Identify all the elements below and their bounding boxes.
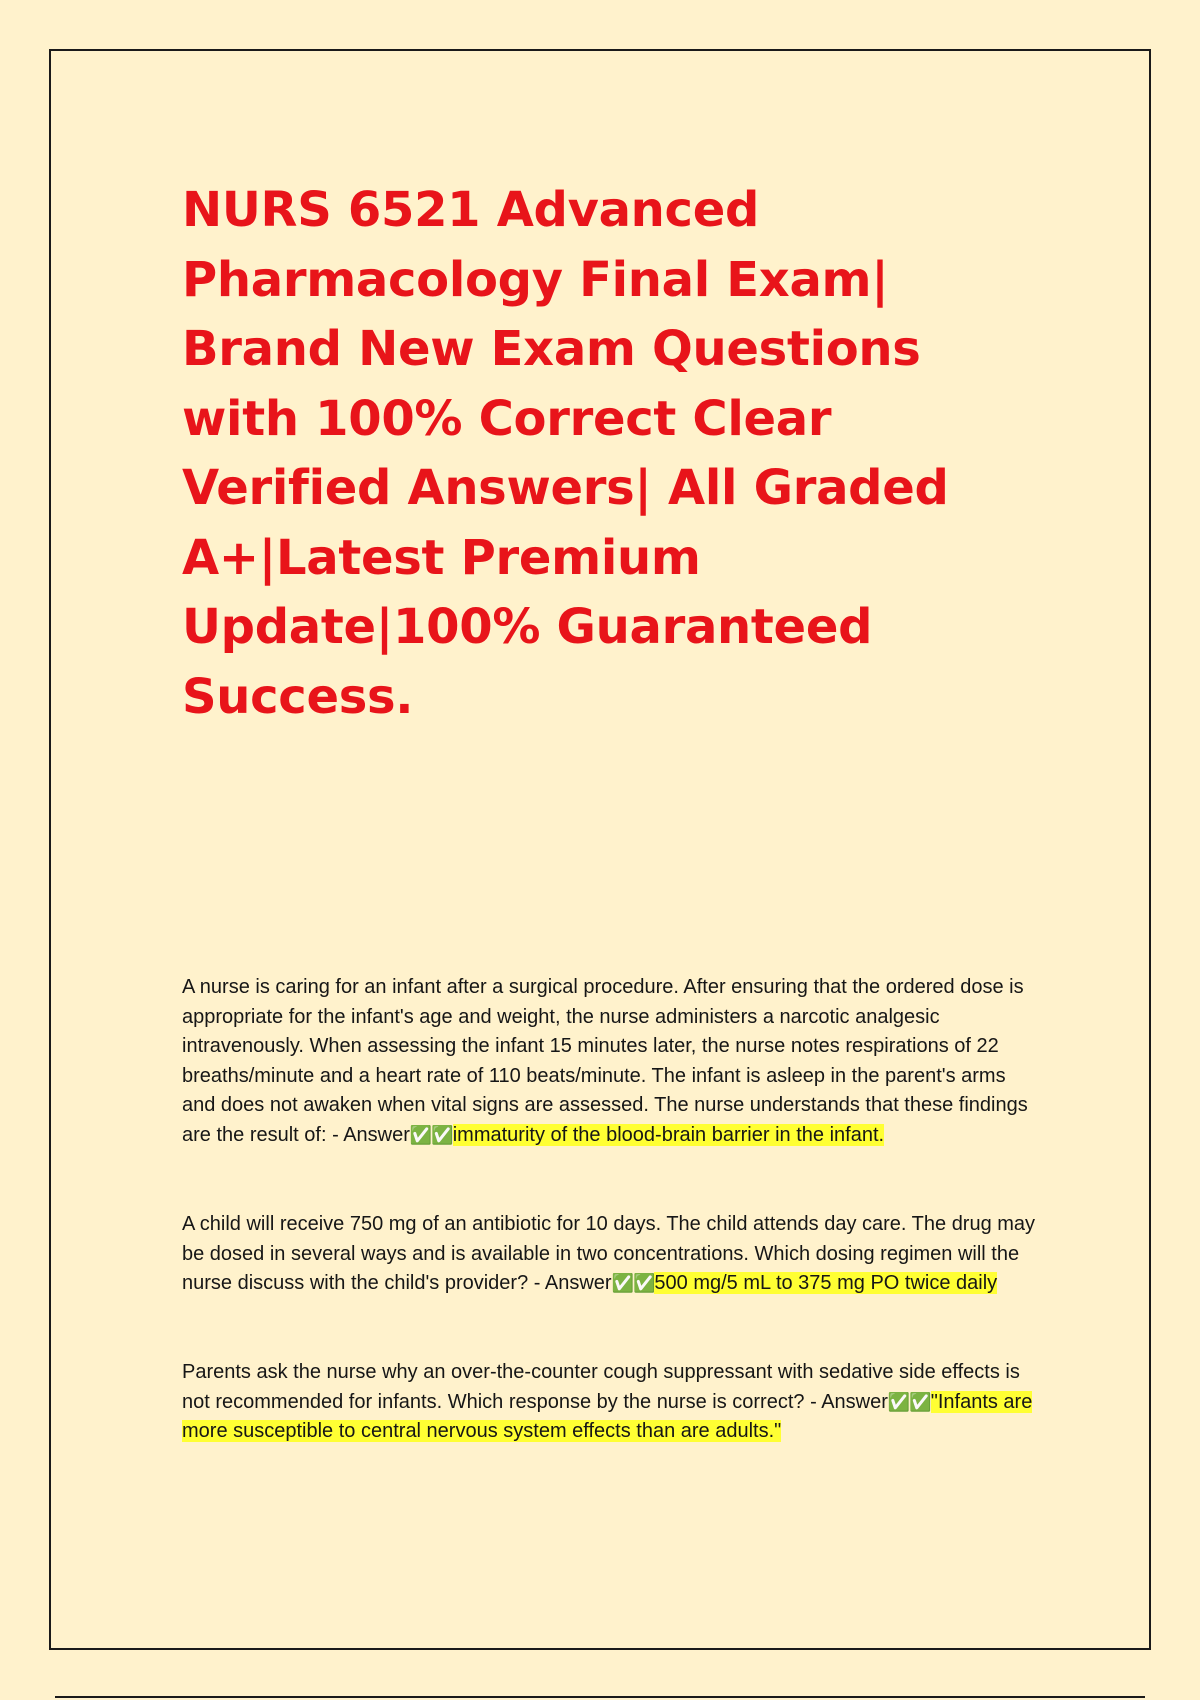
question-1-answer: immaturity of the blood-brain barrier in the infant. <box>452 1123 885 1146</box>
question-2-answer: 500 mg/5 mL to 375 mg PO twice daily <box>654 1272 998 1295</box>
question-1-text: A nurse is caring for an infant after a surgical procedure. After ensuring that the ordered dose is appropriate for the infant's age and weight, the nurse administers a narcotic analgesic intravenously. When assessing the infant 15 minutes later, the nurse notes respirations of 22 breaths/minute and a heart rate of 110 beats/minute. The infant is asleep in the parent's arms and does not awaken when vital signs are assessed. The nurse understands that these findings are the result of: - <box>182 976 1028 1146</box>
question-3-answer: "Infants are more susceptible to central nervous system effects than are adults." <box>182 1390 1033 1443</box>
check-mark-icon: ✅✅ <box>611 1273 655 1295</box>
question-2 <box>182 1210 1042 1299</box>
next-page-edge <box>55 1696 1145 1698</box>
question-1-answer-label: Answer <box>343 1123 410 1146</box>
question-2-answer-label: Answer <box>544 1272 612 1295</box>
question-2-text: A child will receive 750 mg of an antibiotic for 10 days. The child attends day care. The drug may be dosed in several ways and is available in two concentrations. Which dosing regimen will the nurse discuss with the child's provider? - <box>182 1213 1036 1295</box>
check-mark-icon: ✅✅ <box>409 1124 453 1146</box>
check-mark-icon: ✅✅ <box>887 1391 931 1413</box>
question-3-answer-label: Answer <box>821 1390 888 1413</box>
question-3-text: Parents ask the nurse why an over-the-counter cough suppressant with sedative side effects is not recommended for infants. Which response by the nurse is correct? - <box>182 1361 1020 1413</box>
question-3 <box>182 1358 1042 1447</box>
question-1 <box>182 973 1042 1151</box>
document-title: NURS 6521 Advanced Pharmacology Final Exam| Brand New Exam Questions with 100% Correct Clear Verified Answers| All Graded A+|Latest Premium Update|100% Guaranteed Success. <box>182 182 949 725</box>
